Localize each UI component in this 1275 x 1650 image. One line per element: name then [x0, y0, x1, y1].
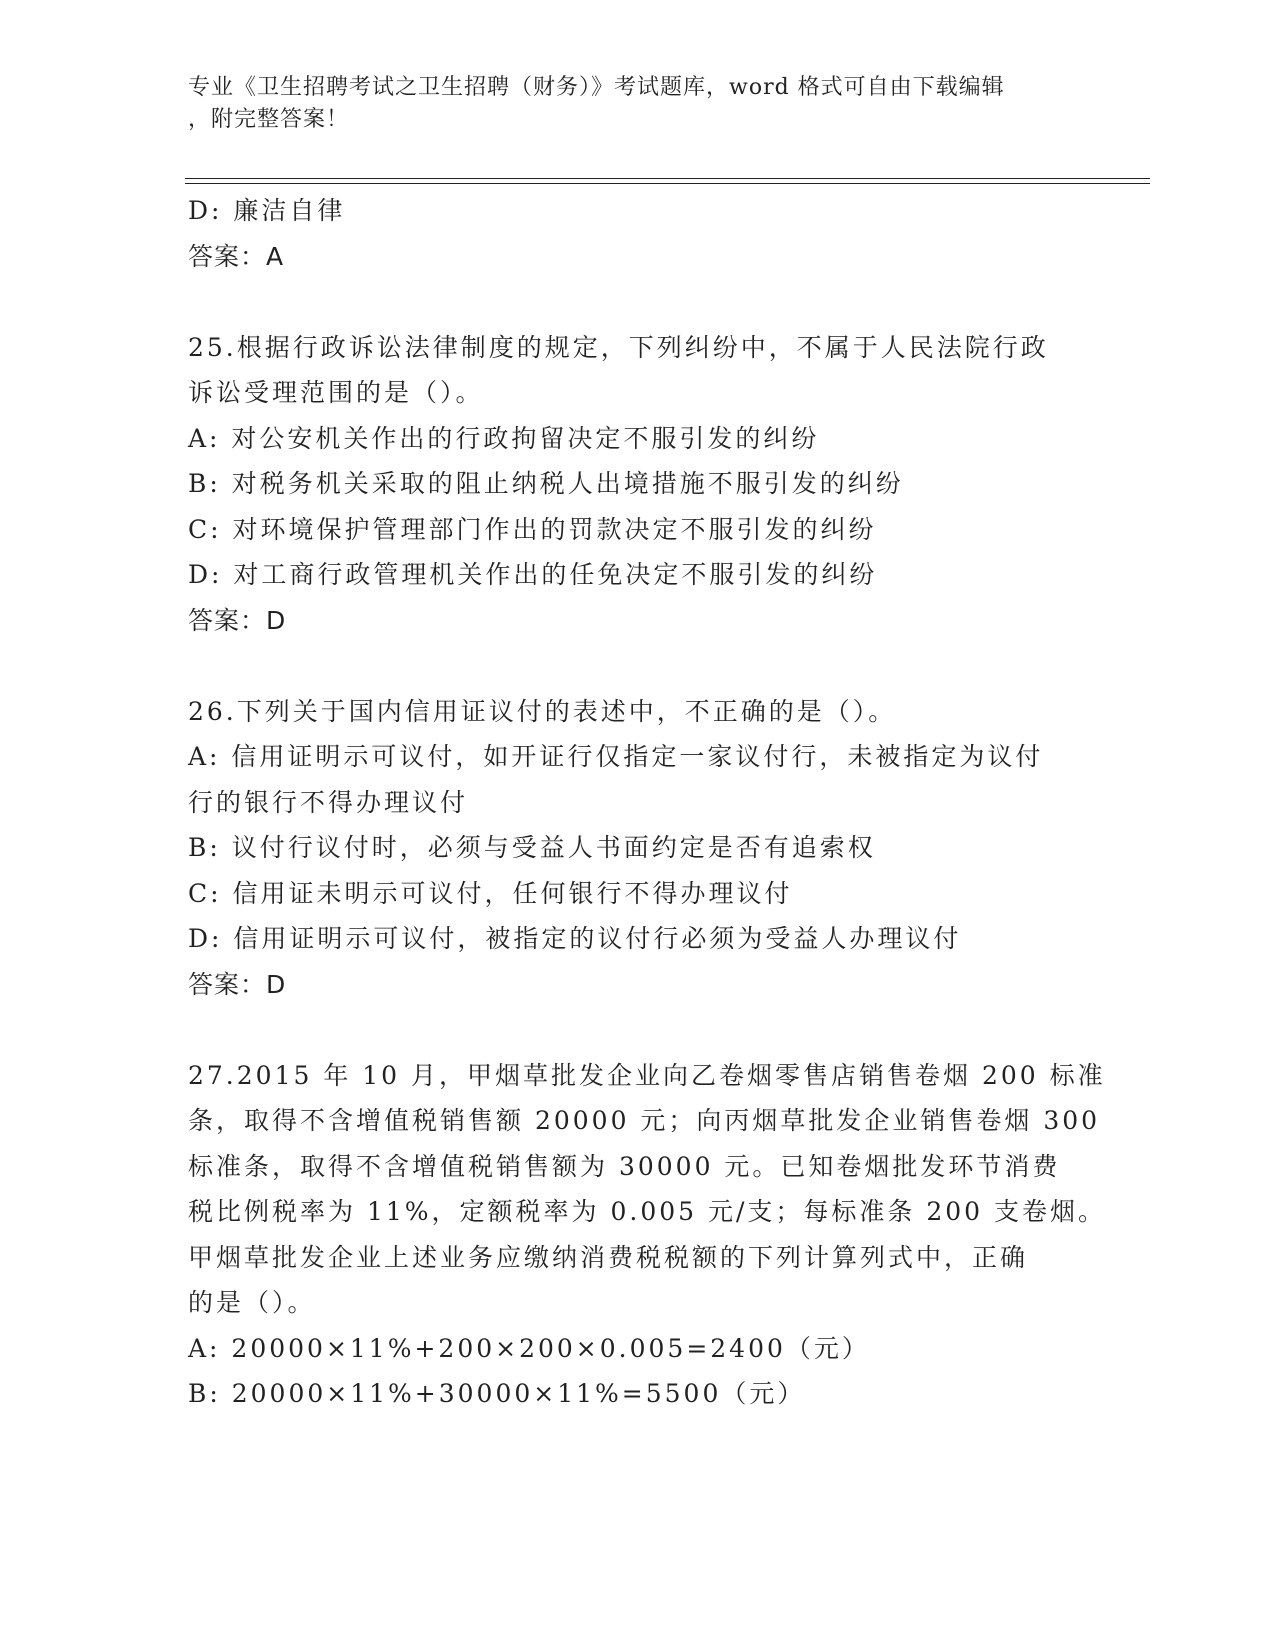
question-stem-line: 税比例税率为 11%，定额税率为 0.005 元/支；每标准条 200 支卷烟。: [188, 1197, 1107, 1226]
header-rule-top: [185, 178, 1150, 179]
option-d: D: 信用证明示可议付，被指定的议付行必须为受益人办理议付: [188, 924, 962, 953]
question-stem-line: 条，取得不含增值税销售额 20000 元；向丙烟草批发企业销售卷烟 300: [188, 1106, 1101, 1135]
question-stem-line: 甲烟草批发企业上述业务应缴纳消费税税额的下列计算列式中，正确: [188, 1242, 1029, 1272]
option-d: D: 廉洁自律: [188, 196, 346, 225]
spacer: [188, 279, 1088, 325]
question-25: [188, 325, 1088, 644]
option-d: D: 对工商行政管理机关作出的任免决定不服引发的纠纷: [188, 560, 878, 589]
question-24-tail: [188, 188, 1088, 279]
document-body: [188, 188, 1107, 1417]
answer-label: 答案：A: [188, 241, 285, 271]
option-b: B: 对税务机关采取的阻止纳税人出境措施不服引发的纠纷: [188, 469, 904, 498]
question-stem-line: 25.根据行政诉讼法律制度的规定，下列纠纷中，不属于人民法院行政: [188, 332, 1049, 362]
spacer: [188, 1007, 1088, 1053]
option-a-continued: 行的银行不得办理议付: [188, 787, 469, 817]
option-c: C: 信用证未明示可议付，任何银行不得办理议付: [188, 878, 793, 908]
question-26: [188, 689, 1088, 1008]
question-stem-line: 的是（）。: [188, 1288, 316, 1317]
question-stem-line: 诉讼受理范围的是（）。: [188, 378, 484, 407]
option-c: C: 对环境保护管理部门作出的罚款决定不服引发的纠纷: [188, 514, 877, 544]
answer-label: 答案：D: [188, 969, 287, 999]
option-a: A: 对公安机关作出的行政拘留决定不服引发的纠纷: [188, 423, 820, 453]
answer-label: 答案：D: [188, 605, 287, 635]
header-line-2: ，附完整答案！: [188, 107, 350, 132]
option-a: A: 20000×11%+200×200×0.005=2400（元）: [188, 1333, 870, 1363]
option-b: B: 20000×11%+30000×11%=5500（元）: [188, 1379, 806, 1408]
question-stem-line: 标准条，取得不含增值税销售额为 30000 元。已知卷烟批发环节消费: [188, 1151, 1061, 1181]
question-stem-line: 27.2015 年 10 月，甲烟草批发企业向乙卷烟零售店销售卷烟 200 标准: [188, 1060, 1106, 1090]
header-line-1: 专业《卫生招聘考试之卫生招聘（财务）》考试题库，word 格式可自由下载编辑: [188, 75, 1005, 100]
question-27: [188, 1053, 1107, 1417]
page-header: [188, 72, 1088, 136]
header-rule-bottom: [185, 183, 1150, 184]
option-b: B: 议付行议付时，必须与受益人书面约定是否有追索权: [188, 833, 876, 862]
option-a: A: 信用证明示可议付，如开证行仅指定一家议付行，未被指定为议付: [188, 742, 1044, 771]
question-stem-line: 26.下列关于国内信用证议付的表述中，不正确的是（）。: [188, 696, 897, 726]
spacer: [188, 643, 1088, 689]
